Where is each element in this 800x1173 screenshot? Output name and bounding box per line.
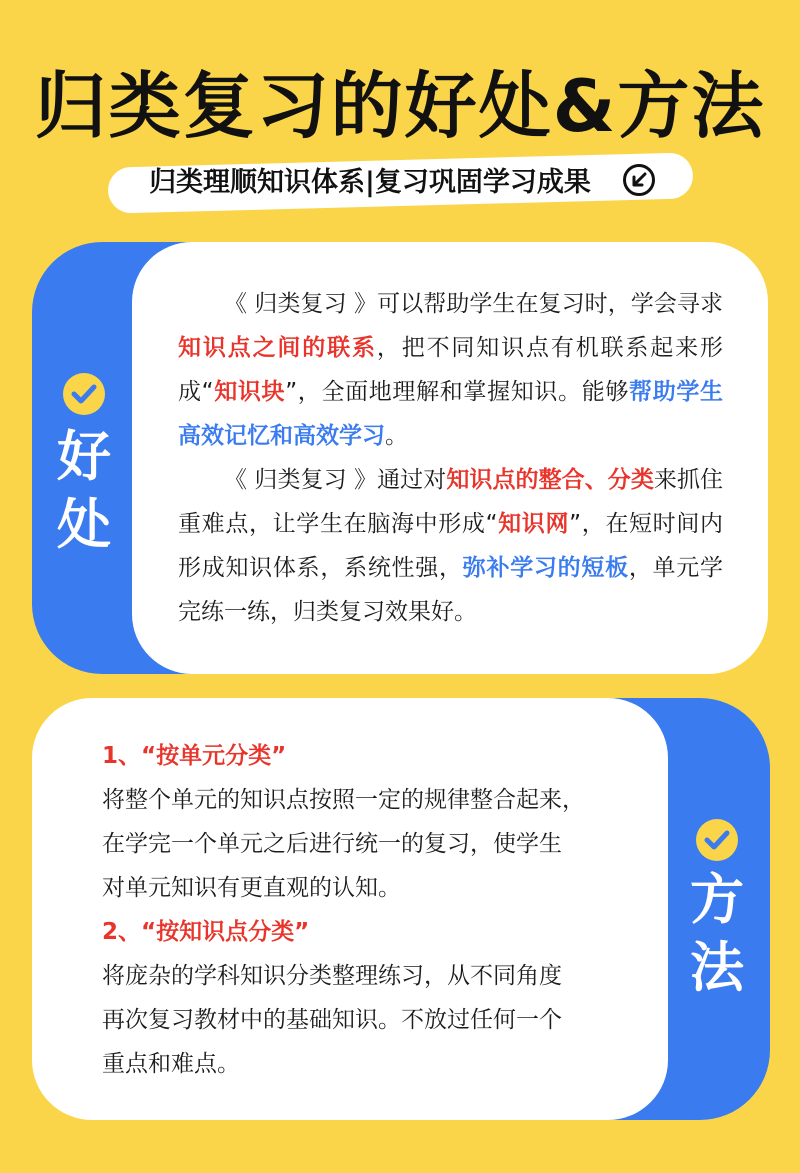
subtitle-text: 归类理顺知识体系|复习巩固学习成果 — [149, 167, 591, 198]
method-2-heading: 2、“按知识点分类” — [102, 919, 310, 945]
benefits-text — [178, 282, 723, 634]
benefits-label-char-1: 好 — [57, 425, 111, 488]
highlight-text: 帮助学生高效记忆和高效学习 — [178, 379, 724, 449]
highlight-text: 知识网 — [497, 511, 570, 537]
arrow-down-left-circle-icon — [622, 163, 656, 197]
method-2-line: 再次复习教材中的基础知识。不放过任何一个 — [102, 1007, 562, 1033]
body-text: ”，在短时间内形成知识体系，系统性强， — [178, 511, 723, 581]
method-2-line: 重点和难点。 — [102, 1051, 240, 1077]
benefit-paragraph-2 — [178, 458, 723, 634]
body-text: 。 — [385, 423, 408, 449]
highlight-text: 知识块 — [213, 379, 286, 405]
page-title: 归类复习的好处&方法 — [34, 64, 766, 148]
method-1-line: 对单元知识有更直观的认知。 — [102, 875, 401, 901]
benefit-paragraph-1 — [178, 282, 723, 458]
highlight-text: 知识点之间的联系 — [178, 335, 377, 361]
check-circle-icon — [62, 372, 106, 416]
method-1-line: 将整个单元的知识点按照一定的规律整合起来， — [102, 787, 585, 813]
methods-text — [102, 734, 622, 1086]
highlight-text: 弥补学习的短板 — [462, 555, 629, 581]
methods-label-char-1: 方 — [690, 868, 744, 931]
check-circle-icon — [695, 818, 739, 862]
body-text: 来抓住重难点，让学生在脑海中形成“ — [178, 467, 723, 537]
method-1-line: 在学完一个单元之后进行统一的复习，使学生 — [102, 831, 562, 857]
body-text: ，单元学完练一练，归类复习效果好。 — [178, 555, 724, 625]
highlight-text: 知识点的整合、分类 — [446, 467, 654, 493]
body-text: ”，全面地理解和掌握知识。能够 — [285, 379, 630, 405]
body-text: 《 归类复习 》可以帮助学生在复习时，学会寻求 — [224, 291, 723, 317]
method-1-heading: 1、“按单元分类” — [102, 743, 287, 769]
body-text: 《 归类复习 》通过对 — [224, 467, 447, 493]
method-2-line: 将庞杂的学科知识分类整理练习，从不同角度 — [102, 963, 562, 989]
benefits-label-char-2: 处 — [57, 493, 111, 556]
body-text: ，把不同知识点有机联系起来形成“ — [178, 335, 724, 405]
methods-label-char-2: 法 — [690, 936, 744, 999]
